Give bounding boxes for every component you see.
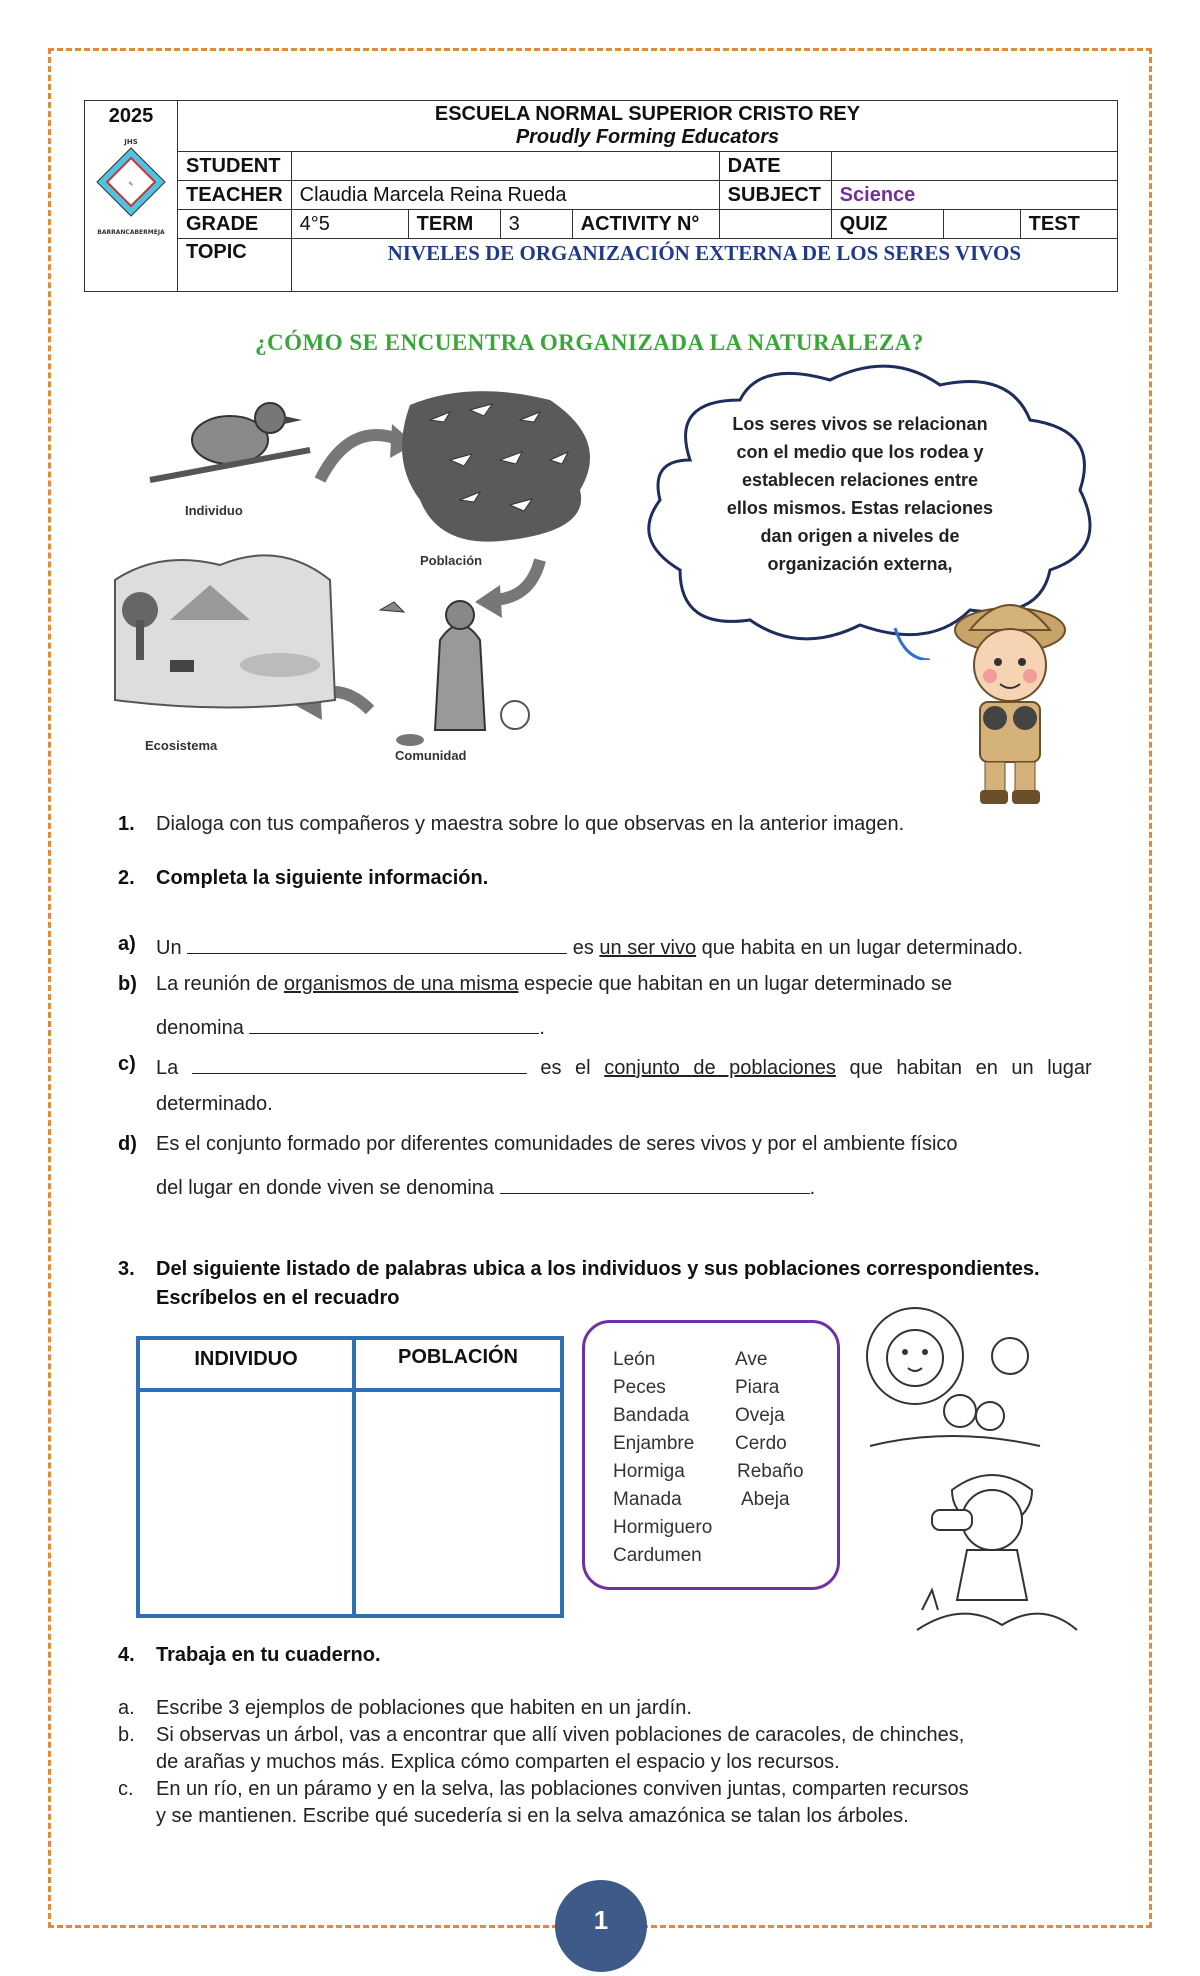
- school-name: ESCUELA NORMAL SUPERIOR CRISTO REY: [434, 103, 861, 125]
- svg-text:BARRANCABERMEJA: BARRANCABERMEJA: [97, 229, 165, 236]
- item-text: especie que habitan en un lugar determinado se: [524, 973, 953, 995]
- term-label: TERM: [408, 210, 500, 239]
- label-individuo: Individuo: [185, 503, 243, 518]
- word-item: Manada: [613, 1489, 682, 1510]
- word-item: Cardumen: [613, 1545, 702, 1566]
- item-letter: c.: [118, 1778, 134, 1800]
- question-text: Escríbelos en el recuadro: [156, 1287, 400, 1309]
- answer-blank[interactable]: [192, 1053, 527, 1074]
- grade-label: GRADE: [178, 210, 292, 239]
- question-text: Completa la siguiente información.: [156, 867, 489, 889]
- logo-cell: [85, 101, 178, 292]
- question-number: 3.: [118, 1258, 135, 1280]
- community-illustration: [380, 601, 529, 746]
- test-label: TEST: [1020, 210, 1117, 239]
- item-letter: a.: [118, 1697, 135, 1719]
- school-logo: [93, 134, 169, 244]
- cloud-line: Los seres vivos se relacionan: [732, 414, 988, 434]
- item-text: .: [539, 1017, 545, 1039]
- word-item: Oveja: [735, 1405, 785, 1426]
- word-list-box: [582, 1320, 840, 1590]
- cloud-text: [700, 410, 1020, 578]
- item-text: La reunión de: [156, 973, 279, 995]
- topic-value: NIVELES DE ORGANIZACIÓN EXTERNA DE LOS SERES VIVOS: [291, 239, 1117, 292]
- question-number: 1.: [118, 813, 135, 835]
- item-text: y se mantienen. Escribe qué sucedería si en la selva amazónica se talan los árboles.: [156, 1805, 909, 1827]
- page-number: 1: [555, 1880, 647, 1972]
- item-text: es: [572, 937, 594, 959]
- year: 2025: [108, 105, 154, 127]
- cloud-line: organización externa,: [767, 554, 953, 574]
- word-item: Bandada: [613, 1405, 690, 1426]
- student-field[interactable]: [291, 152, 719, 181]
- item-letter: c): [118, 1053, 136, 1075]
- term-value: 3: [500, 210, 572, 239]
- question-number: 2.: [118, 867, 135, 889]
- poblacion-answer-area[interactable]: [360, 1396, 560, 1610]
- label-ecosistema: Ecosistema: [145, 738, 218, 753]
- underlined-text: organismos de una misma: [283, 973, 519, 995]
- individuo-poblacion-table: [136, 1336, 564, 1618]
- underlined-text: conjunto de poblaciones: [604, 1057, 836, 1079]
- activity-field[interactable]: [719, 210, 831, 239]
- item-letter: b.: [118, 1724, 135, 1746]
- grade-value: 4°5: [291, 210, 408, 239]
- item-text: determinado.: [156, 1093, 273, 1115]
- word-item: Peces: [613, 1377, 666, 1398]
- item-text: que habita en un lugar determinado.: [701, 937, 1024, 959]
- label-comunidad: Comunidad: [395, 748, 467, 763]
- svg-text:✎: ✎: [128, 181, 134, 188]
- item-text: Escribe 3 ejemplos de poblaciones que habiten en un jardín.: [156, 1697, 692, 1719]
- word-item: Hormiga: [613, 1461, 685, 1482]
- quiz-label: QUIZ: [831, 210, 943, 239]
- item-text: En un río, en un páramo y en la selva, las poblaciones conviven juntas, comparten recursos: [156, 1778, 969, 1800]
- word-item: Enjambre: [613, 1433, 695, 1454]
- item-letter: d): [118, 1133, 137, 1155]
- kid-binoculars-drawing: [912, 1460, 1082, 1640]
- word-item: Rebaño: [737, 1461, 804, 1482]
- population-illustration: [402, 391, 590, 542]
- subject-label: SUBJECT: [719, 181, 831, 210]
- item-text: .: [809, 1177, 816, 1199]
- svg-text:JHS: JHS: [124, 138, 138, 146]
- student-label: STUDENT: [178, 152, 292, 181]
- question-text: Trabaja en tu cuaderno.: [156, 1644, 381, 1666]
- teacher-value: Claudia Marcela Reina Rueda: [291, 181, 719, 210]
- subject-value: Science: [831, 181, 1117, 210]
- item-letter: b): [118, 973, 137, 995]
- section-heading: ¿CÓMO SE ENCUENTRA ORGANIZADA LA NATURALEZA?: [255, 330, 924, 355]
- answer-blank[interactable]: [249, 1013, 539, 1034]
- word-item: Hormiguero: [613, 1517, 713, 1538]
- cloud-line: con el medio que los rodea y: [736, 442, 984, 462]
- date-label: DATE: [719, 152, 831, 181]
- item-text: es el: [540, 1057, 591, 1079]
- answer-blank[interactable]: [500, 1173, 810, 1194]
- item-text: que habitan en un lugar: [849, 1057, 1092, 1079]
- word-item: Piara: [735, 1377, 780, 1398]
- quiz-field[interactable]: [943, 210, 1020, 239]
- item-text: Es el conjunto formado por diferentes comunidades de seres vivos y por el ambiente físico: [156, 1133, 958, 1155]
- item-text: denomina: [156, 1017, 244, 1039]
- individuo-answer-area[interactable]: [144, 1396, 348, 1610]
- item-letter: a): [118, 933, 136, 955]
- cloud-line: dan origen a niveles de: [760, 526, 960, 546]
- word-item: Abeja: [741, 1489, 790, 1510]
- underlined-text: un ser vivo: [599, 937, 697, 959]
- label-poblacion: Población: [420, 553, 483, 568]
- ecosystem-illustration: [115, 555, 335, 707]
- question-text: Dialoga con tus compañeros y maestra sobre lo que observas en la anterior imagen.: [156, 813, 905, 835]
- teacher-label: TEACHER: [178, 181, 292, 210]
- explorer-kid-illustration: [940, 590, 1080, 810]
- column-header-poblacion: POBLACIÓN: [398, 1346, 518, 1368]
- lion-family-drawing: [860, 1296, 1050, 1456]
- date-field[interactable]: [831, 152, 1117, 181]
- item-text: Si observas un árbol, vas a encontrar que allí viven poblaciones de caracoles, de chinches,: [156, 1724, 965, 1746]
- question-text: Del siguiente listado de palabras ubica a los individuos y sus poblaciones correspondientes.: [156, 1258, 1040, 1280]
- header-table: [84, 100, 1118, 292]
- cloud-line: establecen relaciones entre: [741, 470, 979, 490]
- topic-label: TOPIC: [178, 239, 292, 292]
- item-text: Un: [156, 937, 182, 959]
- word-item: León: [613, 1349, 656, 1370]
- item-text: La: [156, 1057, 179, 1079]
- word-item: Cerdo: [735, 1433, 787, 1454]
- bird-illustration: [150, 403, 310, 480]
- answer-blank[interactable]: [187, 933, 567, 954]
- activity-label: ACTIVITY N°: [572, 210, 719, 239]
- item-text: del lugar en donde viven se denomina: [156, 1177, 495, 1199]
- word-item: Ave: [735, 1349, 768, 1370]
- school-motto: Proudly Forming Educators: [515, 126, 780, 148]
- cloud-line: ellos mismos. Estas relaciones: [726, 498, 994, 518]
- organization-levels-diagram: [110, 380, 630, 770]
- question-number: 4.: [118, 1644, 135, 1666]
- item-text: de arañas y muchos más. Explica cómo comparten el espacio y los recursos.: [156, 1751, 840, 1773]
- column-header-individuo: INDIVIDUO: [194, 1348, 298, 1370]
